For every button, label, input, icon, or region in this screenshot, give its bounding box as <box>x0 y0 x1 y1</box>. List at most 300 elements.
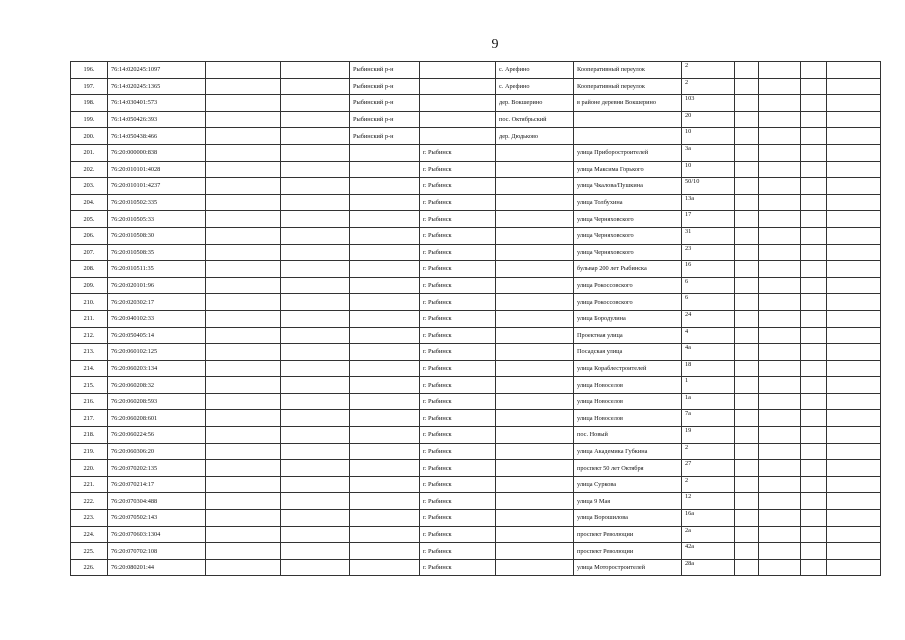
city-cell: г. Рыбинск <box>420 261 496 278</box>
cadastral-number-cell: 76:20:010101:4237 <box>108 178 206 195</box>
street-cell <box>574 128 682 145</box>
empty-cell <box>281 194 350 211</box>
locality-cell <box>496 244 574 261</box>
city-cell: г. Рыбинск <box>420 178 496 195</box>
cadastral-number-cell: 76:20:070304:488 <box>108 493 206 510</box>
empty-cell <box>206 294 281 311</box>
empty-cell <box>801 244 827 261</box>
cadastral-number-cell: 76:14:020245:1365 <box>108 78 206 95</box>
city-cell: г. Рыбинск <box>420 410 496 427</box>
house-number-cell: 1 <box>682 377 735 394</box>
empty-cell <box>206 144 281 161</box>
district-cell: Рыбинский р-н <box>350 128 420 145</box>
table-row <box>71 111 881 128</box>
table-row <box>71 460 881 477</box>
row-number-cell: 197. <box>71 78 108 95</box>
row-number-cell: 217. <box>71 410 108 427</box>
empty-cell <box>827 526 881 543</box>
empty-cell <box>801 559 827 576</box>
empty-cell <box>735 244 759 261</box>
empty-cell <box>206 227 281 244</box>
row-number-cell: 219. <box>71 443 108 460</box>
city-cell: г. Рыбинск <box>420 377 496 394</box>
cadastral-number-cell: 76:20:070214:17 <box>108 476 206 493</box>
row-number-cell: 220. <box>71 460 108 477</box>
district-cell <box>350 427 420 444</box>
empty-cell <box>759 111 801 128</box>
table-row <box>71 294 881 311</box>
empty-cell <box>206 460 281 477</box>
city-cell: г. Рыбинск <box>420 244 496 261</box>
city-cell: г. Рыбинск <box>420 277 496 294</box>
empty-cell <box>735 393 759 410</box>
empty-cell <box>735 178 759 195</box>
house-number-cell: 10 <box>682 128 735 145</box>
empty-cell <box>827 410 881 427</box>
house-number-cell: 20 <box>682 111 735 128</box>
city-cell: г. Рыбинск <box>420 526 496 543</box>
locality-cell <box>496 510 574 527</box>
table-row <box>71 144 881 161</box>
empty-cell <box>801 261 827 278</box>
empty-cell <box>827 128 881 145</box>
street-cell: улица Моторостроителей <box>574 559 682 576</box>
empty-cell <box>827 144 881 161</box>
empty-cell <box>759 144 801 161</box>
table-row <box>71 310 881 327</box>
street-cell: Кооперативный переулок <box>574 62 682 79</box>
empty-cell <box>206 344 281 361</box>
table-row <box>71 128 881 145</box>
street-cell: улица Ворошилова <box>574 510 682 527</box>
city-cell: г. Рыбинск <box>420 427 496 444</box>
empty-cell <box>281 261 350 278</box>
empty-cell <box>735 144 759 161</box>
empty-cell <box>759 78 801 95</box>
city-cell: г. Рыбинск <box>420 476 496 493</box>
empty-cell <box>206 393 281 410</box>
district-cell <box>350 161 420 178</box>
cadastral-number-cell: 76:20:070502:143 <box>108 510 206 527</box>
empty-cell <box>759 211 801 228</box>
empty-cell <box>281 161 350 178</box>
table-row <box>71 227 881 244</box>
street-cell: улица Новоселов <box>574 410 682 427</box>
cadastral-number-cell: 76:20:060208:32 <box>108 377 206 394</box>
empty-cell <box>206 310 281 327</box>
table-row <box>71 360 881 377</box>
row-number-cell: 210. <box>71 294 108 311</box>
table-row <box>71 161 881 178</box>
empty-cell <box>206 493 281 510</box>
empty-cell <box>759 294 801 311</box>
empty-cell <box>827 327 881 344</box>
empty-cell <box>759 476 801 493</box>
row-number-cell: 202. <box>71 161 108 178</box>
empty-cell <box>206 377 281 394</box>
empty-cell <box>281 327 350 344</box>
locality-cell <box>496 410 574 427</box>
locality-cell <box>496 460 574 477</box>
street-cell: улица Суркова <box>574 476 682 493</box>
row-number-cell: 225. <box>71 543 108 560</box>
locality-cell <box>496 178 574 195</box>
locality-cell <box>496 443 574 460</box>
district-cell <box>350 410 420 427</box>
empty-cell <box>827 476 881 493</box>
empty-cell <box>801 128 827 145</box>
empty-cell <box>281 410 350 427</box>
city-cell: г. Рыбинск <box>420 344 496 361</box>
row-number-cell: 203. <box>71 178 108 195</box>
street-cell: улица Академика Губкина <box>574 443 682 460</box>
house-number-cell: 2 <box>682 62 735 79</box>
city-cell: г. Рыбинск <box>420 443 496 460</box>
row-number-cell: 218. <box>71 427 108 444</box>
locality-cell <box>496 526 574 543</box>
empty-cell <box>735 510 759 527</box>
empty-cell <box>827 559 881 576</box>
empty-cell <box>827 344 881 361</box>
house-number-cell: 7а <box>682 410 735 427</box>
table-row <box>71 261 881 278</box>
locality-cell <box>496 261 574 278</box>
street-cell: улица Черняховского <box>574 244 682 261</box>
house-number-cell: 23 <box>682 244 735 261</box>
empty-cell <box>827 443 881 460</box>
city-cell: г. Рыбинск <box>420 211 496 228</box>
locality-cell <box>496 194 574 211</box>
table-row <box>71 510 881 527</box>
street-cell: улица Бородулина <box>574 310 682 327</box>
row-number-cell: 201. <box>71 144 108 161</box>
street-cell: Кооперативный переулок <box>574 78 682 95</box>
empty-cell <box>206 62 281 79</box>
district-cell <box>350 144 420 161</box>
locality-cell <box>496 294 574 311</box>
city-cell <box>420 128 496 145</box>
city-cell: г. Рыбинск <box>420 559 496 576</box>
cadastral-number-cell: 76:20:040102:33 <box>108 310 206 327</box>
empty-cell <box>759 360 801 377</box>
empty-cell <box>735 261 759 278</box>
house-number-cell: 12 <box>682 493 735 510</box>
empty-cell <box>759 393 801 410</box>
empty-cell <box>827 310 881 327</box>
locality-cell <box>496 277 574 294</box>
house-number-cell: 6 <box>682 277 735 294</box>
row-number-cell: 208. <box>71 261 108 278</box>
district-cell <box>350 377 420 394</box>
cadastral-number-cell: 76:20:020101:96 <box>108 277 206 294</box>
empty-cell <box>827 377 881 394</box>
street-cell: улица Кораблестроителей <box>574 360 682 377</box>
empty-cell <box>759 178 801 195</box>
empty-cell <box>735 559 759 576</box>
cadastral-number-cell: 76:20:060102:125 <box>108 344 206 361</box>
registry-table <box>70 61 881 576</box>
empty-cell <box>281 78 350 95</box>
empty-cell <box>281 227 350 244</box>
locality-cell <box>496 310 574 327</box>
cadastral-number-cell: 76:20:060208:593 <box>108 393 206 410</box>
row-number-cell: 212. <box>71 327 108 344</box>
house-number-cell: 16а <box>682 510 735 527</box>
district-cell <box>350 526 420 543</box>
empty-cell <box>735 227 759 244</box>
empty-cell <box>735 95 759 112</box>
empty-cell <box>759 443 801 460</box>
empty-cell <box>206 543 281 560</box>
street-cell: бульвар 200 лет Рыбинска <box>574 261 682 278</box>
empty-cell <box>735 161 759 178</box>
table-row <box>71 493 881 510</box>
row-number-cell: 213. <box>71 344 108 361</box>
empty-cell <box>801 543 827 560</box>
empty-cell <box>759 510 801 527</box>
empty-cell <box>281 294 350 311</box>
empty-cell <box>759 526 801 543</box>
street-cell: в районе деревни Вокшерино <box>574 95 682 112</box>
empty-cell <box>827 178 881 195</box>
empty-cell <box>827 427 881 444</box>
empty-cell <box>827 294 881 311</box>
empty-cell <box>801 211 827 228</box>
locality-cell <box>496 344 574 361</box>
locality-cell <box>496 327 574 344</box>
table-row <box>71 62 881 79</box>
empty-cell <box>759 161 801 178</box>
empty-cell <box>735 62 759 79</box>
house-number-cell: 27 <box>682 460 735 477</box>
table-row <box>71 410 881 427</box>
district-cell <box>350 360 420 377</box>
table-row <box>71 194 881 211</box>
empty-cell <box>801 161 827 178</box>
empty-cell <box>735 128 759 145</box>
cadastral-number-cell: 76:14:030401:573 <box>108 95 206 112</box>
table-row <box>71 377 881 394</box>
page-number: 9 <box>491 37 499 52</box>
city-cell <box>420 111 496 128</box>
empty-cell <box>735 277 759 294</box>
row-number-cell: 207. <box>71 244 108 261</box>
street-cell <box>574 111 682 128</box>
empty-cell <box>206 510 281 527</box>
empty-cell <box>801 78 827 95</box>
empty-cell <box>827 194 881 211</box>
empty-cell <box>759 327 801 344</box>
empty-cell <box>206 194 281 211</box>
city-cell: г. Рыбинск <box>420 460 496 477</box>
street-cell: улица Приборостроителей <box>574 144 682 161</box>
district-cell <box>350 261 420 278</box>
empty-cell <box>281 211 350 228</box>
table-row <box>71 78 881 95</box>
empty-cell <box>827 62 881 79</box>
cadastral-number-cell: 76:20:080201:44 <box>108 559 206 576</box>
empty-cell <box>206 526 281 543</box>
empty-cell <box>759 244 801 261</box>
row-number-cell: 204. <box>71 194 108 211</box>
row-number-cell: 226. <box>71 559 108 576</box>
house-number-cell: 18 <box>682 360 735 377</box>
table-row <box>71 393 881 410</box>
locality-cell <box>496 211 574 228</box>
house-number-cell: 24 <box>682 310 735 327</box>
empty-cell <box>827 510 881 527</box>
cadastral-number-cell: 76:20:060224:56 <box>108 427 206 444</box>
table-row <box>71 244 881 261</box>
empty-cell <box>206 443 281 460</box>
empty-cell <box>759 310 801 327</box>
city-cell: г. Рыбинск <box>420 294 496 311</box>
empty-cell <box>801 327 827 344</box>
locality-cell <box>496 427 574 444</box>
locality-cell <box>496 493 574 510</box>
city-cell: г. Рыбинск <box>420 327 496 344</box>
house-number-cell: 2 <box>682 443 735 460</box>
city-cell: г. Рыбинск <box>420 393 496 410</box>
cadastral-number-cell: 76:20:000000:838 <box>108 144 206 161</box>
street-cell: Посадская улица <box>574 344 682 361</box>
empty-cell <box>801 111 827 128</box>
district-cell: Рыбинский р-н <box>350 111 420 128</box>
row-number-cell: 198. <box>71 95 108 112</box>
street-cell: улица Рокоссовского <box>574 294 682 311</box>
empty-cell <box>206 178 281 195</box>
empty-cell <box>827 111 881 128</box>
cadastral-number-cell: 76:20:010505:33 <box>108 211 206 228</box>
row-number-cell: 215. <box>71 377 108 394</box>
table-row <box>71 95 881 112</box>
street-cell: улица Чкалова/Пушкина <box>574 178 682 195</box>
empty-cell <box>281 360 350 377</box>
empty-cell <box>759 460 801 477</box>
table-row <box>71 178 881 195</box>
empty-cell <box>759 493 801 510</box>
empty-cell <box>801 294 827 311</box>
street-cell: улица Рокоссовского <box>574 277 682 294</box>
table-row <box>71 427 881 444</box>
cadastral-number-cell: 76:20:060306:20 <box>108 443 206 460</box>
empty-cell <box>801 493 827 510</box>
row-number-cell: 214. <box>71 360 108 377</box>
empty-cell <box>281 559 350 576</box>
empty-cell <box>735 78 759 95</box>
cadastral-number-cell: 76:14:050426:393 <box>108 111 206 128</box>
empty-cell <box>827 161 881 178</box>
empty-cell <box>206 78 281 95</box>
locality-cell <box>496 559 574 576</box>
empty-cell <box>735 427 759 444</box>
locality-cell: пос. Октябрьский <box>496 111 574 128</box>
locality-cell <box>496 393 574 410</box>
house-number-cell: 2 <box>682 78 735 95</box>
empty-cell <box>281 476 350 493</box>
city-cell <box>420 62 496 79</box>
empty-cell <box>759 128 801 145</box>
street-cell: Проектная улица <box>574 327 682 344</box>
row-number-cell: 222. <box>71 493 108 510</box>
locality-cell: дер. Дюдьково <box>496 128 574 145</box>
street-cell: пос. Новый <box>574 427 682 444</box>
district-cell: Рыбинский р-н <box>350 62 420 79</box>
city-cell: г. Рыбинск <box>420 161 496 178</box>
cadastral-number-cell: 76:20:010502:335 <box>108 194 206 211</box>
empty-cell <box>206 427 281 444</box>
empty-cell <box>281 377 350 394</box>
cadastral-number-cell: 76:14:050438:466 <box>108 128 206 145</box>
empty-cell <box>801 277 827 294</box>
empty-cell <box>735 211 759 228</box>
empty-cell <box>281 310 350 327</box>
house-number-cell: 19 <box>682 427 735 444</box>
empty-cell <box>735 493 759 510</box>
empty-cell <box>759 227 801 244</box>
empty-cell <box>735 526 759 543</box>
empty-cell <box>206 111 281 128</box>
district-cell <box>350 476 420 493</box>
empty-cell <box>759 410 801 427</box>
empty-cell <box>281 111 350 128</box>
empty-cell <box>801 310 827 327</box>
table-row <box>71 327 881 344</box>
row-number-cell: 209. <box>71 277 108 294</box>
district-cell <box>350 310 420 327</box>
empty-cell <box>827 460 881 477</box>
street-cell: проспект 50 лет Октября <box>574 460 682 477</box>
empty-cell <box>206 360 281 377</box>
empty-cell <box>206 95 281 112</box>
row-number-cell: 206. <box>71 227 108 244</box>
house-number-cell: 42а <box>682 543 735 560</box>
table-row <box>71 526 881 543</box>
street-cell: проспект Революции <box>574 543 682 560</box>
empty-cell <box>759 377 801 394</box>
cadastral-number-cell: 76:14:020245:1097 <box>108 62 206 79</box>
empty-cell <box>801 510 827 527</box>
district-cell <box>350 460 420 477</box>
street-cell: улица Черняховского <box>574 211 682 228</box>
empty-cell <box>735 476 759 493</box>
empty-cell <box>735 111 759 128</box>
empty-cell <box>801 227 827 244</box>
city-cell: г. Рыбинск <box>420 194 496 211</box>
empty-cell <box>281 62 350 79</box>
district-cell <box>350 244 420 261</box>
row-number-cell: 199. <box>71 111 108 128</box>
empty-cell <box>281 344 350 361</box>
empty-cell <box>206 261 281 278</box>
empty-cell <box>281 95 350 112</box>
empty-cell <box>801 178 827 195</box>
empty-cell <box>281 144 350 161</box>
city-cell: г. Рыбинск <box>420 510 496 527</box>
house-number-cell: 103 <box>682 95 735 112</box>
empty-cell <box>206 211 281 228</box>
house-number-cell: 1а <box>682 393 735 410</box>
district-cell <box>350 194 420 211</box>
house-number-cell: 50/10 <box>682 178 735 195</box>
district-cell <box>350 327 420 344</box>
empty-cell <box>759 62 801 79</box>
house-number-cell: 4а <box>682 344 735 361</box>
empty-cell <box>735 294 759 311</box>
empty-cell <box>827 261 881 278</box>
table-row <box>71 211 881 228</box>
row-number-cell: 221. <box>71 476 108 493</box>
